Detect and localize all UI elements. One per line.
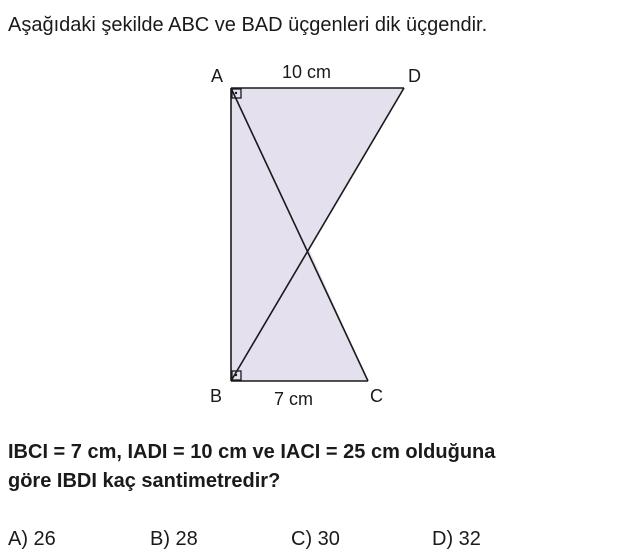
question-line-1: IBCI = 7 cm, IADI = 10 cm ve IACI = 25 cm olduğuna: [8, 441, 496, 463]
point-label-b: B: [210, 386, 223, 406]
length-label-ad: 10 cm: [282, 62, 332, 82]
intro-text: Aşağıdaki şekilde ABC ve BAD üçgenleri dik üçgendir.: [8, 14, 488, 36]
point-label-d: D: [408, 66, 421, 86]
choice-c[interactable]: C) 30: [291, 528, 340, 550]
choice-d[interactable]: D) 32: [432, 528, 481, 550]
choice-a[interactable]: A) 26: [8, 528, 56, 550]
answer-choices: [0, 526, 631, 554]
choice-b[interactable]: B) 28: [150, 528, 198, 550]
length-label-bc: 7 cm: [274, 389, 314, 409]
point-label-a: A: [211, 66, 224, 86]
point-label-c: C: [370, 386, 383, 406]
question-line-2: göre IBDI kaç santimetredir?: [8, 470, 281, 492]
question-text: [8, 438, 631, 496]
